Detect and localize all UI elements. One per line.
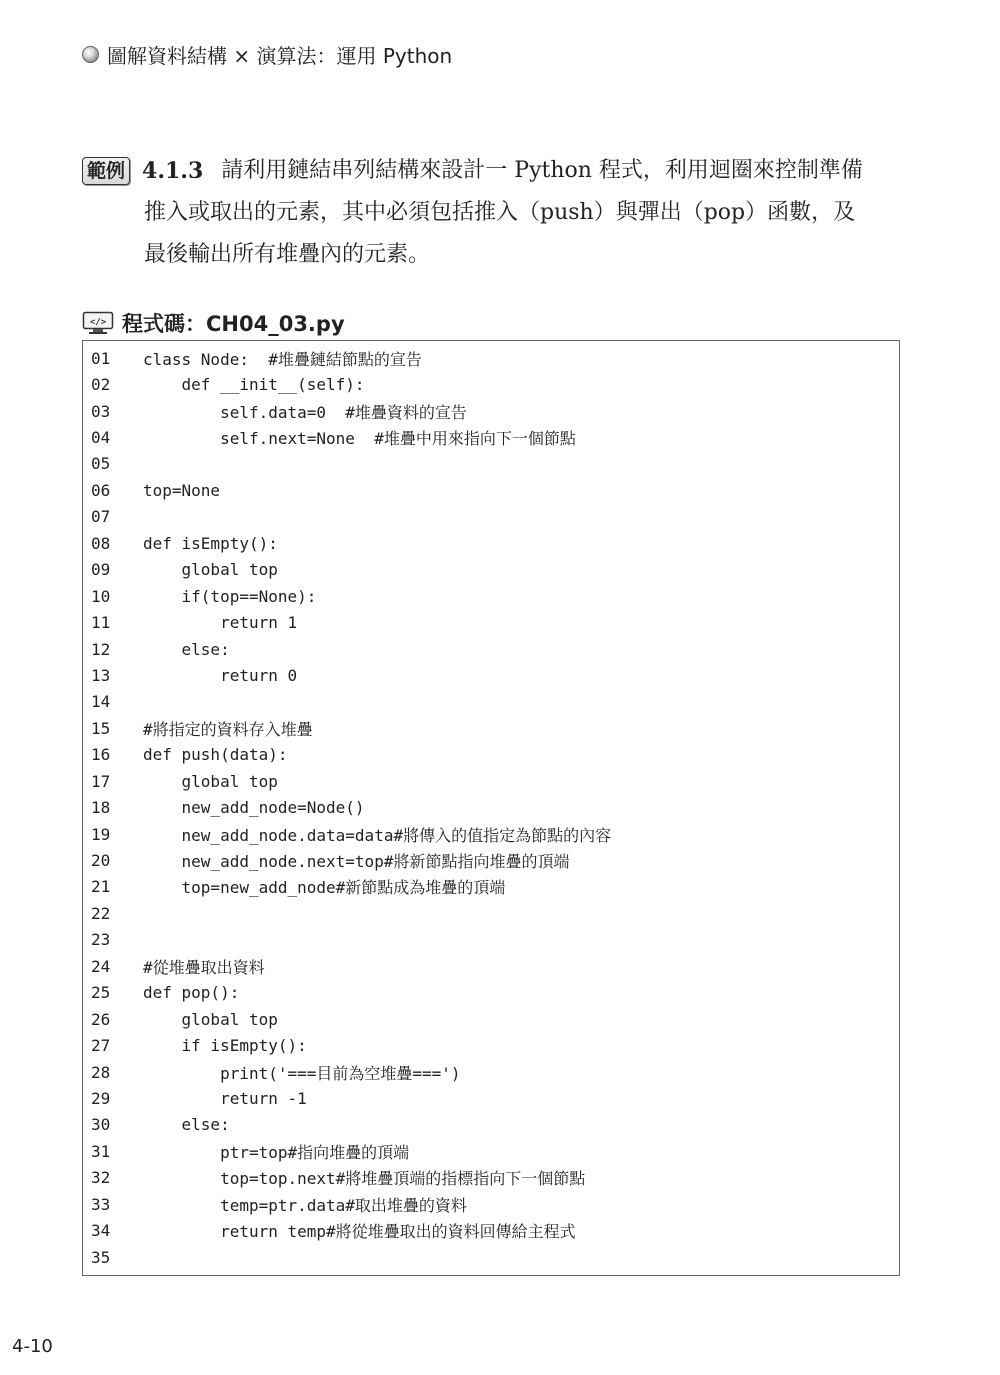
- code-line: [83, 1217, 899, 1243]
- code-line: [83, 689, 899, 715]
- line-number: 04: [91, 428, 111, 448]
- line-number: 29: [91, 1088, 111, 1108]
- code-text: #將指定的資料存入堆疊: [143, 719, 313, 739]
- code-line: [83, 530, 899, 556]
- code-line: [83, 371, 899, 397]
- code-line: [83, 477, 899, 503]
- code-listing: [82, 340, 900, 1276]
- svg-text:</>: </>: [89, 317, 107, 328]
- line-number: 11: [91, 613, 111, 633]
- line-number: 17: [91, 771, 111, 791]
- code-line: [83, 609, 899, 635]
- line-number: 27: [91, 1036, 111, 1056]
- code-line: [83, 768, 899, 794]
- line-number: 28: [91, 1062, 111, 1082]
- code-text: temp=ptr.data#取出堆疊的資料: [143, 1195, 467, 1215]
- example-text-line: 最後輸出所有堆疊內的元素。: [144, 242, 431, 267]
- line-number: 35: [91, 1247, 111, 1267]
- code-text: def isEmpty():: [143, 533, 278, 553]
- code-line: [83, 1165, 899, 1191]
- code-text: new_add_node.data=data#將傳入的值指定為節點的內容: [143, 825, 612, 845]
- line-number: 08: [91, 533, 111, 553]
- line-number: 03: [91, 401, 111, 421]
- code-line: [83, 636, 899, 662]
- line-number: 10: [91, 586, 111, 606]
- line-number: 07: [91, 507, 111, 527]
- code-line: [83, 424, 899, 450]
- code-text: self.next=None #堆疊中用來指向下一個節點: [143, 429, 576, 449]
- code-line: [83, 1244, 899, 1270]
- code-line: [83, 980, 899, 1006]
- code-line: [83, 821, 899, 847]
- line-number: 05: [91, 454, 111, 474]
- line-number: 16: [91, 745, 111, 765]
- code-line: [83, 1059, 899, 1085]
- line-number: 02: [91, 375, 111, 395]
- code-line: [83, 742, 899, 768]
- line-number: 20: [91, 851, 111, 871]
- code-text: ptr=top#指向堆疊的頂端: [143, 1142, 410, 1162]
- line-number: 15: [91, 718, 111, 738]
- code-text: return 1: [143, 613, 298, 633]
- bullet-icon: [82, 46, 99, 63]
- code-line: [83, 451, 899, 477]
- code-line: [83, 874, 899, 900]
- code-text: if isEmpty():: [143, 1036, 307, 1056]
- page-number: 4-10: [12, 1336, 53, 1357]
- code-line: [83, 1112, 899, 1138]
- code-filename: 程式碼：CH04_03.py: [122, 312, 345, 336]
- code-text: return 0: [143, 665, 298, 685]
- code-line: [83, 847, 899, 873]
- code-text: def __init__(self):: [143, 375, 365, 395]
- code-line: [83, 1032, 899, 1058]
- line-number: 21: [91, 877, 111, 897]
- line-number: 30: [91, 1115, 111, 1135]
- code-text: else:: [143, 639, 230, 659]
- line-number: 23: [91, 930, 111, 950]
- code-text: top=new_add_node#新節點成為堆疊的頂端: [143, 878, 506, 898]
- code-line: [83, 398, 899, 424]
- code-line: [83, 1138, 899, 1164]
- example-number: 4.1.3: [142, 158, 204, 184]
- line-number: 32: [91, 1168, 111, 1188]
- code-text: global top: [143, 771, 278, 791]
- code-line: [83, 927, 899, 953]
- line-number: 22: [91, 903, 111, 923]
- code-text: top=top.next#將堆疊頂端的指標指向下一個節點: [143, 1169, 586, 1189]
- code-text: if(top==None):: [143, 586, 317, 606]
- code-text: global top: [143, 560, 278, 580]
- line-number: 33: [91, 1194, 111, 1214]
- line-number: 13: [91, 665, 111, 685]
- code-text: return temp#將從堆疊取出的資料回傳給主程式: [143, 1222, 576, 1242]
- example-badge: 範例: [82, 157, 130, 185]
- code-monitor-icon: [82, 311, 114, 335]
- code-line: [83, 900, 899, 926]
- line-number: 25: [91, 983, 111, 1003]
- code-line: [83, 1191, 899, 1217]
- code-text: new_add_node=Node(): [143, 798, 365, 818]
- code-text: else:: [143, 1115, 230, 1135]
- code-text: class Node: #堆疊鏈結節點的宣告: [143, 349, 422, 369]
- code-line: [83, 953, 899, 979]
- example-text-line: 請利用鏈結串列結構來設計一 Python 程式，利用迴圈來控制準備: [221, 158, 863, 183]
- code-line: [83, 557, 899, 583]
- code-text: print('===目前為空堆疊==='): [143, 1063, 461, 1083]
- code-text: top=None: [143, 480, 221, 500]
- line-number: 31: [91, 1141, 111, 1161]
- line-number: 01: [91, 348, 111, 368]
- line-number: 06: [91, 480, 111, 500]
- line-number: 26: [91, 1009, 111, 1029]
- code-text: new_add_node.next=top#將新節點指向堆疊的頂端: [143, 852, 570, 872]
- book-title: 圖解資料結構 × 演算法：運用 Python: [107, 43, 453, 68]
- line-number: 12: [91, 639, 111, 659]
- example-first-line: [82, 150, 912, 192]
- example-block: [82, 150, 912, 276]
- code-text: def push(data):: [143, 745, 288, 765]
- line-number: 18: [91, 798, 111, 818]
- code-line: [83, 794, 899, 820]
- code-title: [82, 308, 345, 338]
- code-line: [83, 1006, 899, 1032]
- code-line: [83, 1085, 899, 1111]
- code-text: self.data=0 #堆疊資料的宣告: [143, 402, 467, 422]
- code-text: def pop():: [143, 983, 240, 1003]
- line-number: 24: [91, 956, 111, 976]
- code-line: [83, 583, 899, 609]
- line-number: 14: [91, 692, 111, 712]
- line-number: 34: [91, 1221, 111, 1241]
- code-line: [83, 662, 899, 688]
- code-line: [83, 504, 899, 530]
- code-line: [83, 715, 899, 741]
- code-line: [83, 345, 899, 371]
- code-text: global top: [143, 1009, 278, 1029]
- code-text: #從堆疊取出資料: [143, 957, 265, 977]
- line-number: 19: [91, 824, 111, 844]
- running-header: [82, 40, 452, 68]
- code-text: return -1: [143, 1088, 307, 1108]
- example-text-line: 推入或取出的元素，其中必須包括推入（push）與彈出（pop）函數，及: [144, 200, 856, 225]
- line-number: 09: [91, 560, 111, 580]
